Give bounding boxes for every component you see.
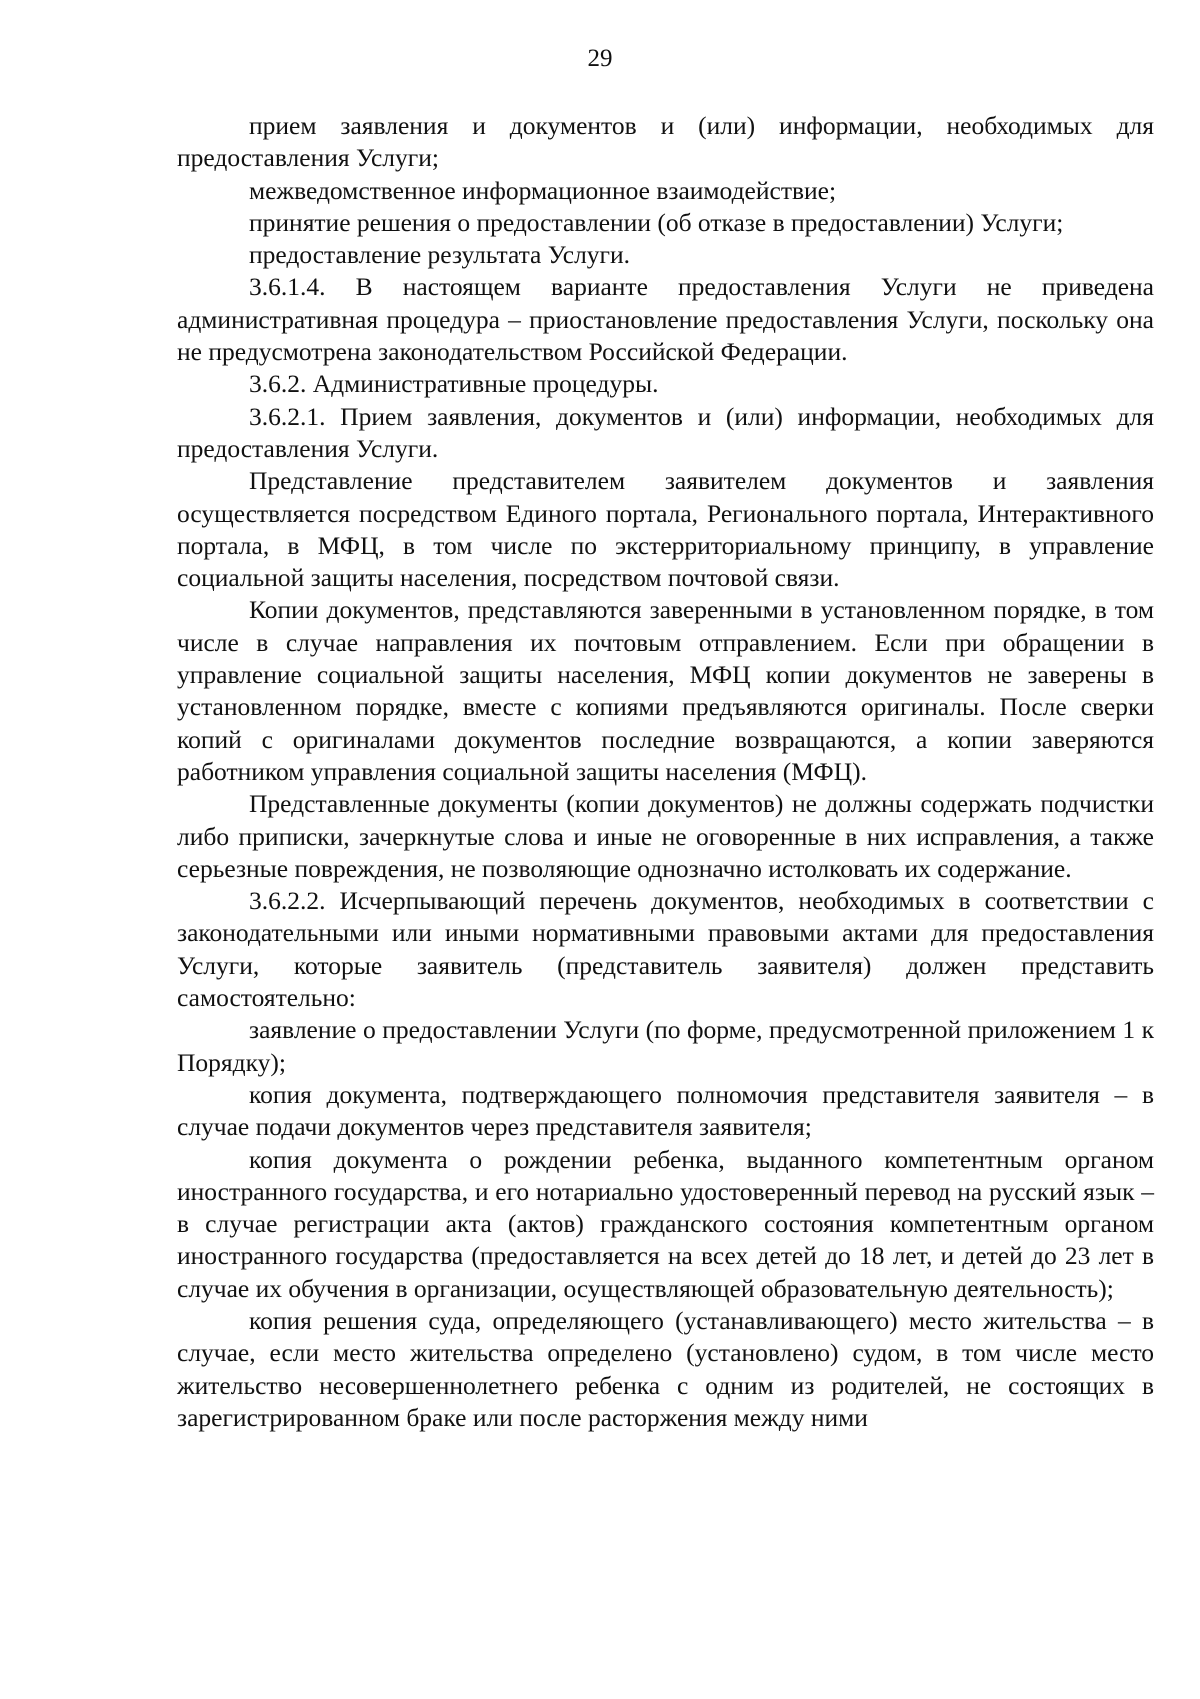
paragraph-11: 3.6.2.2. Исчерпывающий перечень документов, необходимых в соответствии с законодательными или иными нормативными правовыми актами для предоставления Услуги, которые заявитель (представитель заявителя) должен представить самостоятельно: (177, 886, 1154, 1013)
paragraph-7: 3.6.2.1. Прием заявления, документов и (или) информации, необходимых для предоставления Услуги. (177, 401, 1154, 463)
paragraph-15: копия решения суда, определяющего (устанавливающего) место жительства – в случае, если место жительства определено (установлено) судом, в том числе место жительство несовершеннолетнего ребенка с одним из родителей, не состоящих в зарегистрированном браке или после расторжения между ними (177, 1305, 1154, 1432)
page-number: 29 (587, 45, 613, 72)
paragraph-9: Копии документов, представляются заверенными в установленном порядке, в том числе в случае направления их почтовым отправлением. Если при обращении в управление социальной защиты населения, МФЦ копии документов не заверены в установленном порядке, вместе с копиями предъявляются оригиналы. После сверки копий с оригиналами документов последние возвращаются, а копии заверяются работником управления социальной защиты населения (МФЦ). (177, 595, 1154, 786)
paragraph-10: Представленные документы (копии документов) не должны содержать подчистки либо приписки, зачеркнутые слова и иные не оговоренные в них исправления, а также серьезные повреждения, не позволяющие однозначно истолковать их содержание. (177, 789, 1154, 883)
paragraph-4: предоставление результата Услуги. (249, 240, 631, 270)
paragraph-13: копия документа, подтверждающего полномочия представителя заявителя – в случае подачи документов через представителя заявителя; (177, 1079, 1154, 1142)
paragraph-3: принятие решения о предоставлении (об отказе в предоставлении) Услуги; (249, 207, 1064, 237)
paragraph-8: Представление представителем заявителем документов и заявления осуществляется посредством Единого портала, Регионального портала, Интерактивного портала, в МФЦ, в том числе по экстерриториальному принципу, в управление социальной защиты населения, посредством почтовой связи. (177, 466, 1154, 593)
document-body (177, 110, 1154, 1434)
paragraph-12: заявление о предоставлении Услуги (по форме, предусмотренной приложением 1 к Порядку); (177, 1015, 1154, 1077)
paragraph-2: межведомственное информационное взаимодействие; (249, 175, 837, 205)
paragraph-1: прием заявления и документов и (или) информации, необходимых для предоставления Услуги; (177, 111, 1154, 173)
paragraph-5: 3.6.1.4. В настоящем варианте предоставления Услуги не приведена административная процедура – приостановление предоставления Услуги, поскольку она не предусмотрена законодательством Российской Федерации. (177, 272, 1154, 367)
paragraph-6: 3.6.2. Административные процедуры. (249, 369, 659, 399)
paragraph-14: копия документа о рождении ребенка, выданного компетентным органом иностранного государства, и его нотариально удостоверенный перевод на русский язык – в случае регистрации акта (актов) гражданского состояния компетентным органом иностранного государства (предоставляется на всех детей до 18 лет, и детей до 23 лет в случае их обучения в организации, осуществляющей образовательную деятельность); (177, 1144, 1154, 1303)
